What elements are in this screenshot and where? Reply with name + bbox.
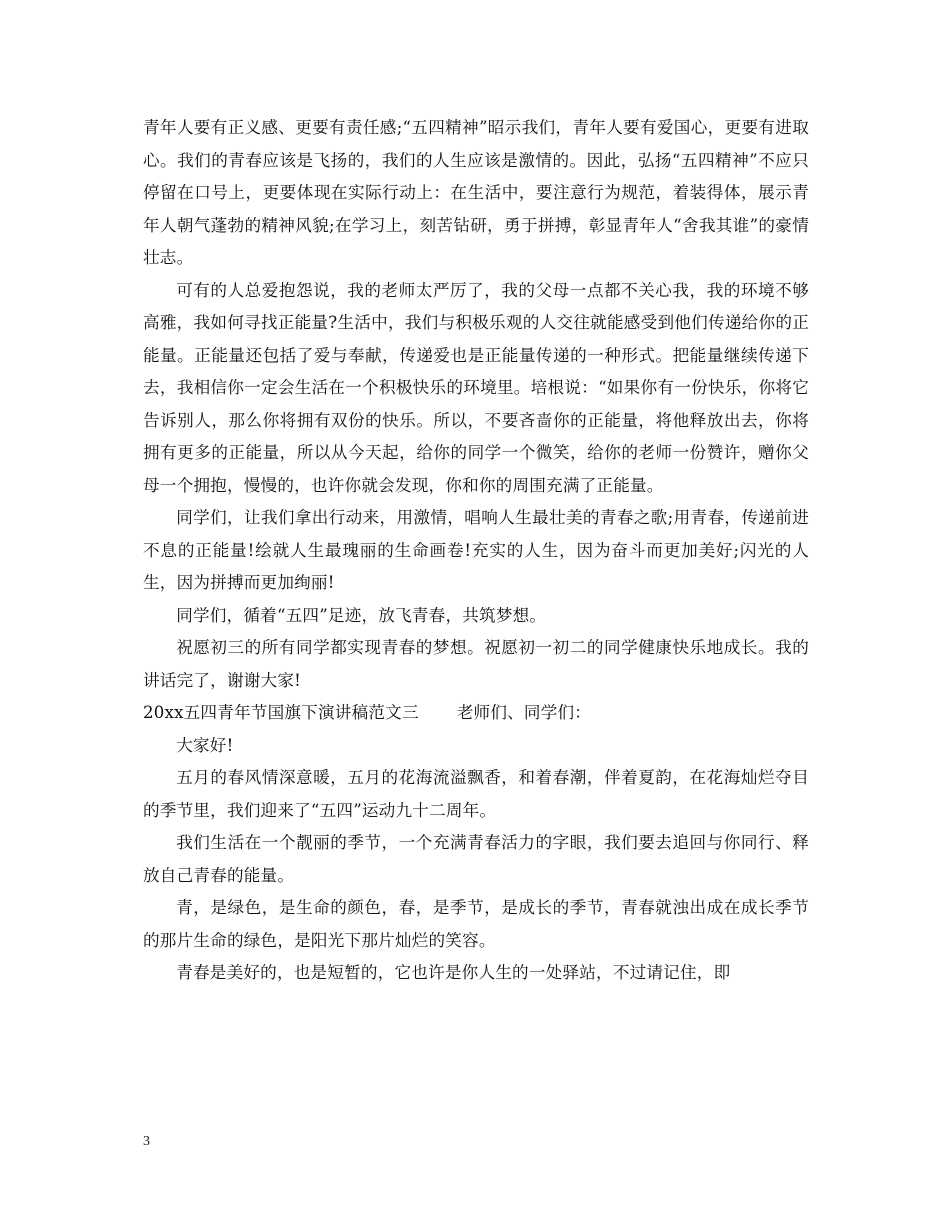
- page-number: 3: [143, 1134, 150, 1149]
- paragraph-9: 青，是绿色，是生命的颜色，春，是季节，是成长的季节，青春就浊出成在成长季节的那片生命的绿色，是阳光下那片灿烂的笑容。: [143, 898, 809, 950]
- section-heading: [143, 697, 809, 730]
- paragraph-8: 我们生活在一个靓丽的季节，一个充满青春活力的字眼，我们要去追回与你同行、释放自己青春的能量。: [143, 833, 809, 885]
- paragraph-3: 同学们，让我们拿出行动来，用激情，唱响人生最壮美的青春之歌;用青春，传递前进不息的正能量!绘就人生最瑰丽的生命画卷!充实的人生，因为奋斗而更加美好;闪光的人生，因为拼搏而更加绚丽!: [143, 508, 809, 592]
- paragraph-4: 同学们，循着“五四”足迹，放飞青春，共筑梦想。: [176, 605, 547, 625]
- document-body: [143, 112, 809, 990]
- paragraph-2: 可有的人总爱抱怨说，我的老师太严厉了，我的父母一点都不关心我，我的环境不够高雅，我如何寻找正能量?生活中，我们与积极乐观的人交往就能感受到他们传递给你的正能量。正能量还包括了爱与奉献，传递爱也是正能量传递的一种形式。把能量继续传递下去，我相信你一定会生活在一个积极快乐的环境里。培根说：“如果你有一份快乐，你将它告诉别人，那么你将拥有双份的快乐。所以，不要吝啬你的正能量，将他释放出去，你将拥有更多的正能量，所以从今天起，给你的同学一个微笑，给你的老师一份赞许，赠你父母一个拥抱，慢慢的，也许你就会发现，你和你的周围充满了正能量。: [143, 280, 809, 495]
- paragraph-1: 青年人要有正义感、更要有责任感;“五四精神”昭示我们，青年人要有爱国心，更要有进取心。我们的青春应该是飞扬的，我们的人生应该是激情的。因此，弘扬“五四精神”不应只停留在口号上，更要体现在实际行动上：在生活中，要注意行为规范，着装得体，展示青年人朝气蓬勃的精神风貌;在学习上，刻苦钻研，勇于拼搏，彰显青年人“舍我其谁”的豪情壮志。: [143, 118, 809, 267]
- section-title: 20xx五四青年节国旗下演讲稿范文三: [143, 703, 419, 722]
- paragraph-5: 祝愿初三的所有同学都实现青春的梦想。祝愿初一初二的同学健康快乐地成长。我的讲话完了，谢谢大家!: [143, 638, 809, 690]
- section-greeting: 老师们、同学们：: [456, 703, 592, 722]
- paragraph-10: 青春是美好的，也是短暂的，它也许是你人生的一处驿站，不过请记住，即: [176, 963, 731, 982]
- paragraph-6: 大家好!: [176, 735, 234, 755]
- paragraph-7: 五月的春风情深意暖，五月的花海流溢飘香，和着春潮，伴着夏韵，在花海灿烂夺目的季节里，我们迎来了“五四”运动九十二周年。: [143, 768, 809, 820]
